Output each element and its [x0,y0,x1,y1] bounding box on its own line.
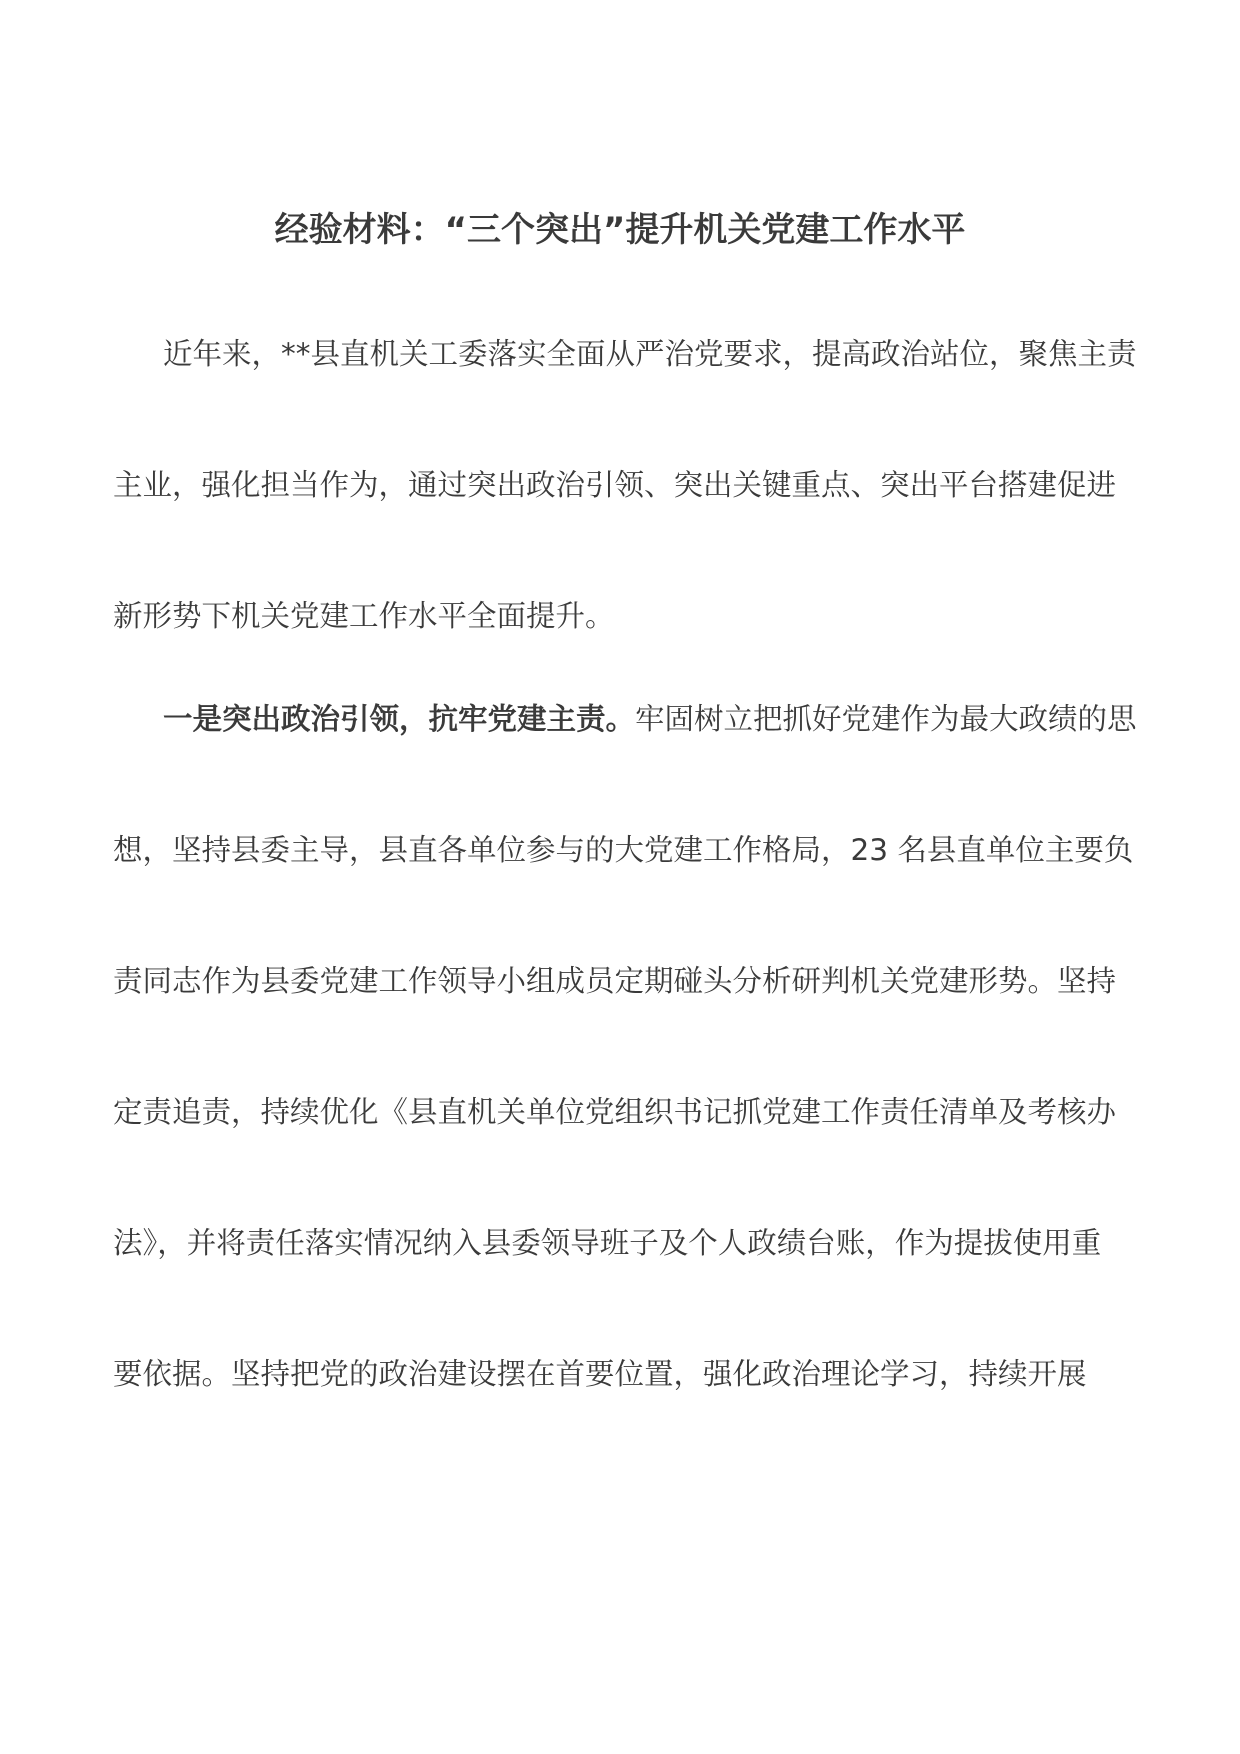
paragraph-line: 要依据。坚持把党的政治建设摆在首要位置，强化政治理论学习，持续开展 [113,1357,1087,1391]
paragraph-line: 近年来，**县直机关工委落实全面从严治党要求，提高政治站位，聚焦主责 [163,337,1137,371]
document-title: 经验材料：“三个突出”提升机关党建工作水平 [274,210,966,250]
paragraph-line: 法》，并将责任落实情况纳入县委领导班子及个人政绩台账，作为提拔使用重 [113,1226,1102,1260]
paragraph-line: 定责追责，持续优化《县直机关单位党组织书记抓党建工作责任清单及考核办 [113,1095,1117,1129]
paragraph-line: 责同志作为县委党建工作领导小组成员定期碰头分析研判机关党建形势。坚持 [113,964,1117,998]
section-lead-heading: 一是突出政治引领，抗牢党建主责。 [163,702,636,736]
paragraph-line: 新形势下机关党建工作水平全面提升。 [113,599,615,633]
section-first-line-text: 牢固树立把抓好党建作为最大政绩的思 [635,702,1137,736]
section-first-line [163,699,1137,739]
paragraph-line: 想，坚持县委主导，县直各单位参与的大党建工作格局，23 名县直单位主要负 [113,833,1134,867]
paragraph-line: 主业，强化担当作为，通过突出政治引领、突出关键重点、突出平台搭建促进 [113,468,1117,502]
